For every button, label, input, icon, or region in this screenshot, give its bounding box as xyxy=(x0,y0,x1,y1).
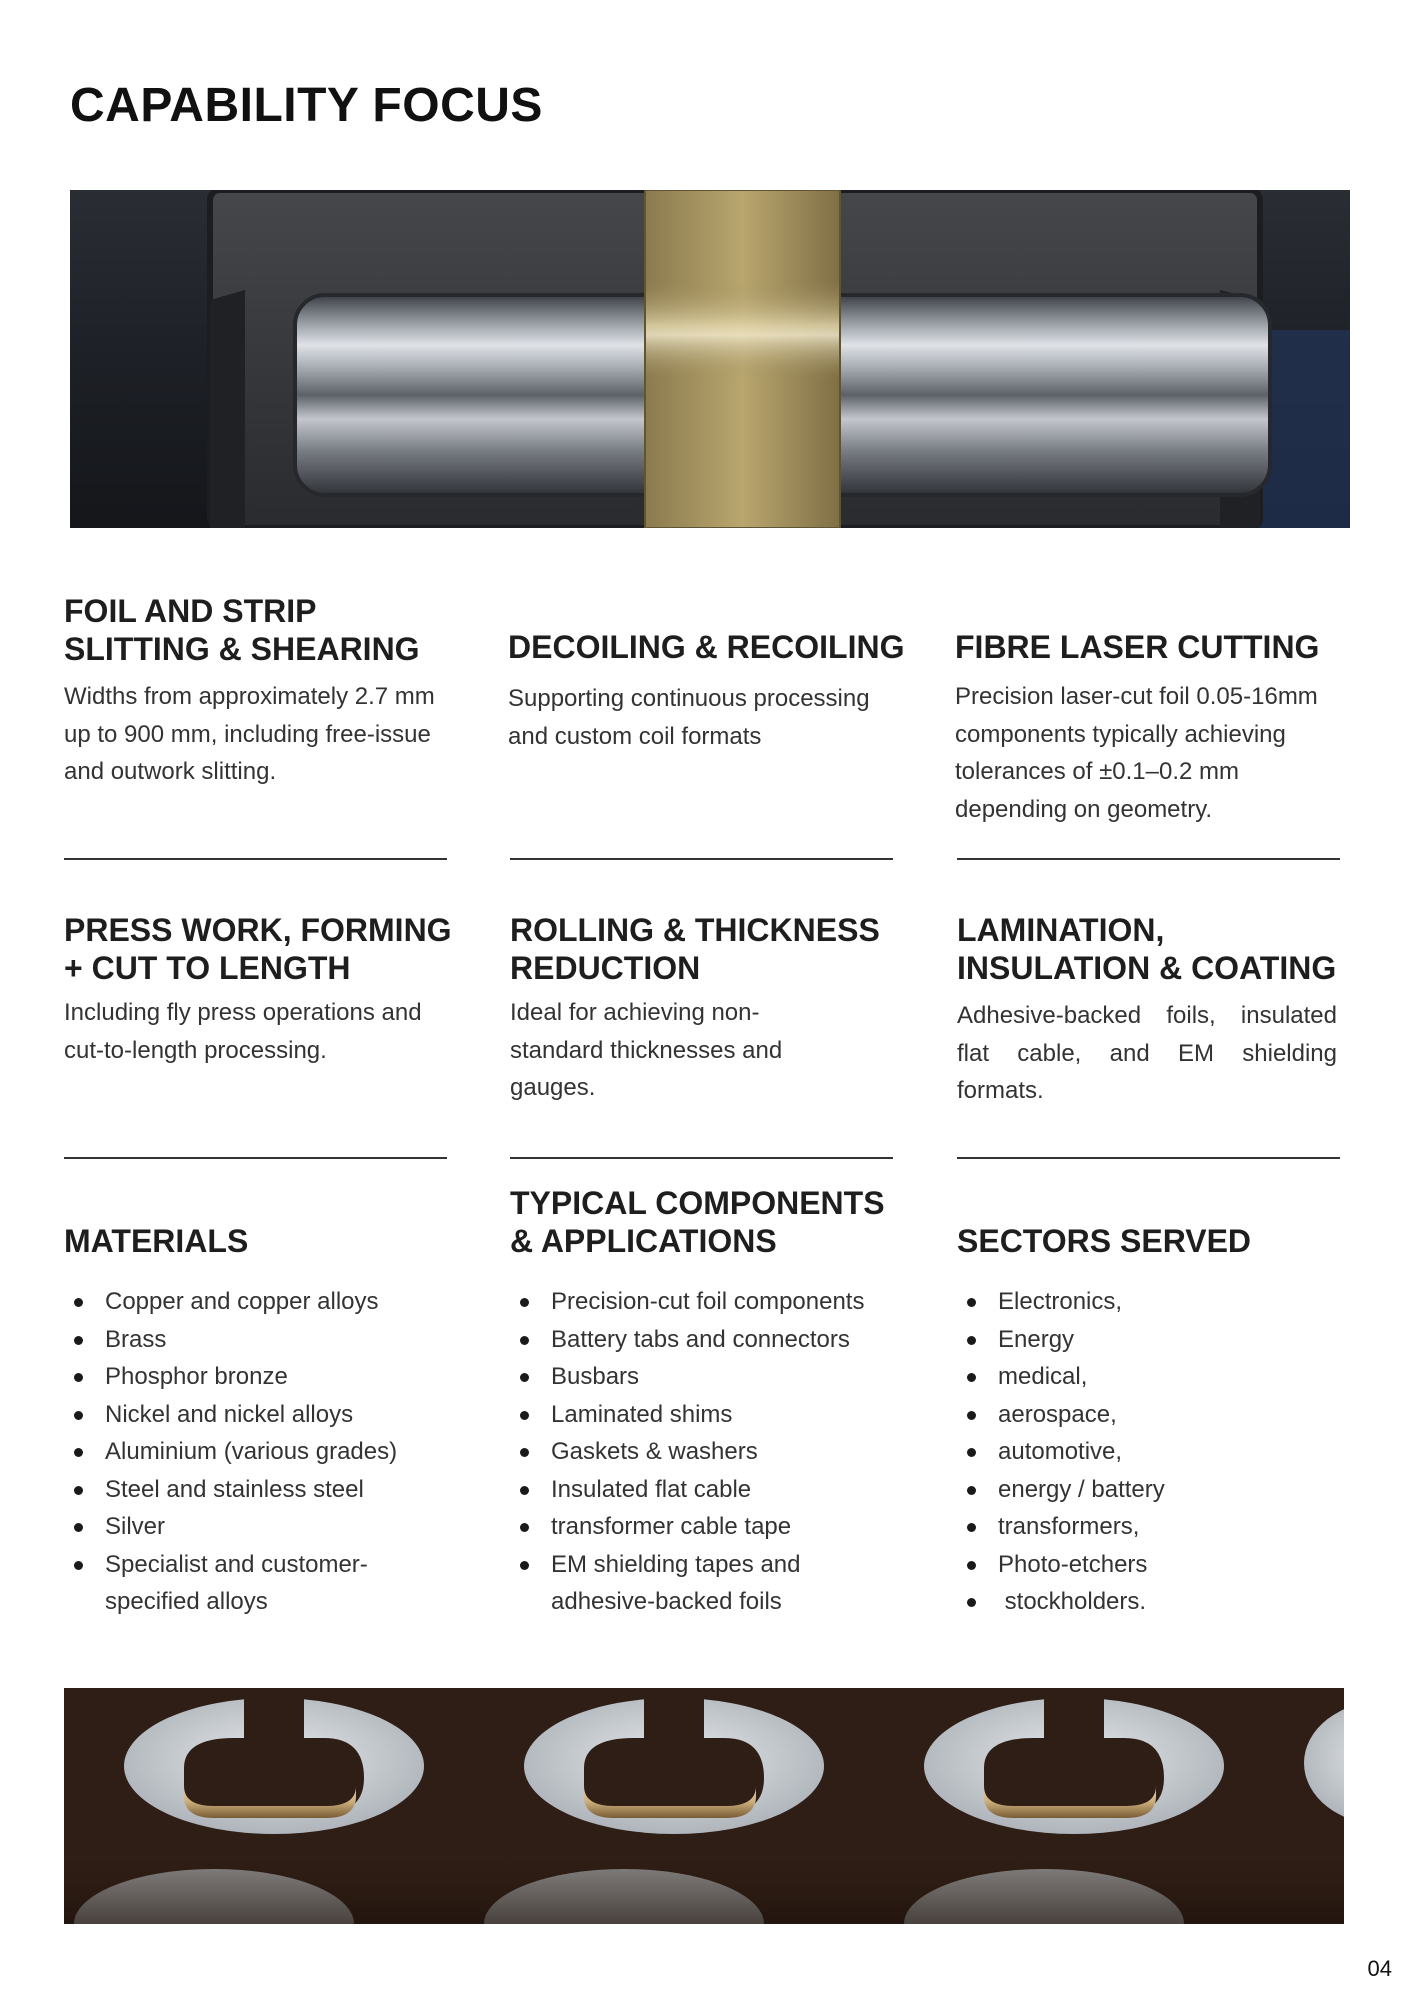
materials-list xyxy=(64,1283,434,1621)
capability-foil-slitting xyxy=(64,560,449,870)
capability-description: Supporting continuous processing and custom coil formats xyxy=(508,685,870,750)
list-item: transformers, xyxy=(957,1508,1337,1546)
capability-lamination xyxy=(957,880,1342,1150)
divider xyxy=(510,1157,893,1159)
capability-heading: ROLLING & THICKNESS REDUCTION xyxy=(510,912,880,986)
list-item: medical, xyxy=(957,1358,1337,1396)
materials-section xyxy=(64,1180,449,1640)
divider xyxy=(64,1157,447,1159)
list-item: EM shielding tapes and adhesive-backed foils xyxy=(510,1546,900,1621)
list-item: Silver xyxy=(64,1508,434,1546)
hero-image xyxy=(70,190,1350,528)
list-item: Copper and copper alloys xyxy=(64,1283,434,1321)
list-item: Aluminium (various grades) xyxy=(64,1433,434,1471)
components-section xyxy=(510,1180,895,1640)
divider xyxy=(510,858,893,860)
capability-press-work xyxy=(64,880,452,1150)
list-item: Nickel and nickel alloys xyxy=(64,1396,434,1434)
list-item: aerospace, xyxy=(957,1396,1337,1434)
sectors-heading: SECTORS SERVED xyxy=(957,1223,1252,1259)
capability-heading: DECOILING & RECOILING xyxy=(508,629,905,665)
page-number: 04 xyxy=(1367,1956,1392,1981)
bottom-image xyxy=(64,1688,1344,1924)
list-item: Energy xyxy=(957,1321,1337,1359)
capability-heading: LAMINATION, INSULATION & COATING xyxy=(957,912,1337,986)
list-item: Electronics, xyxy=(957,1283,1337,1321)
divider xyxy=(957,1157,1340,1159)
list-item: Brass xyxy=(64,1321,434,1359)
list-item: Busbars xyxy=(510,1358,900,1396)
materials-heading: MATERIALS xyxy=(64,1223,249,1259)
capability-description: Precision laser-cut foil 0.05-16mm components typically achieving tolerances of ±0.1–0.2 mm depending on geometry. xyxy=(955,683,1318,823)
capability-heading: FOIL AND STRIP SLITTING & SHEARING xyxy=(64,593,420,667)
capability-description: Including fly press operations and cut-to-length processing. xyxy=(64,999,422,1064)
list-item: transformer cable tape xyxy=(510,1508,900,1546)
list-item: Gaskets & washers xyxy=(510,1433,900,1471)
divider xyxy=(64,858,447,860)
capability-description: Adhesive-backed foils, insulated flat cable, and EM shielding formats. xyxy=(957,1002,1337,1104)
list-item: energy / battery xyxy=(957,1471,1337,1509)
sectors-section xyxy=(957,1180,1342,1640)
list-item: Insulated flat cable xyxy=(510,1471,900,1509)
list-item: Precision-cut foil components xyxy=(510,1283,900,1321)
capability-description: Ideal for achieving non-standard thicknesses and gauges. xyxy=(510,999,783,1101)
capability-heading: FIBRE LASER CUTTING xyxy=(955,629,1320,665)
sectors-list xyxy=(957,1283,1337,1621)
capability-rolling xyxy=(510,880,895,1150)
list-item: stockholders. xyxy=(957,1583,1337,1621)
capability-fibre-laser xyxy=(955,560,1340,870)
list-item: Steel and stainless steel xyxy=(64,1471,434,1509)
components-heading: TYPICAL COMPONENTS & APPLICATIONS xyxy=(510,1185,885,1259)
divider xyxy=(957,858,1340,860)
capability-heading: PRESS WORK, FORMING + CUT TO LENGTH xyxy=(64,912,452,986)
capability-decoiling xyxy=(508,560,905,870)
list-item: automotive, xyxy=(957,1433,1337,1471)
list-item: Laminated shims xyxy=(510,1396,900,1434)
capability-description: Widths from approximately 2.7 mm up to 900 mm, including free-issue and outwork slitting. xyxy=(64,683,435,785)
page-title: CAPABILITY FOCUS xyxy=(70,79,543,132)
components-list xyxy=(510,1283,900,1621)
list-item: Photo-etchers xyxy=(957,1546,1337,1584)
list-item: Battery tabs and connectors xyxy=(510,1321,900,1359)
list-item: Phosphor bronze xyxy=(64,1358,434,1396)
list-item: Specialist and customer-specified alloys xyxy=(64,1546,434,1621)
